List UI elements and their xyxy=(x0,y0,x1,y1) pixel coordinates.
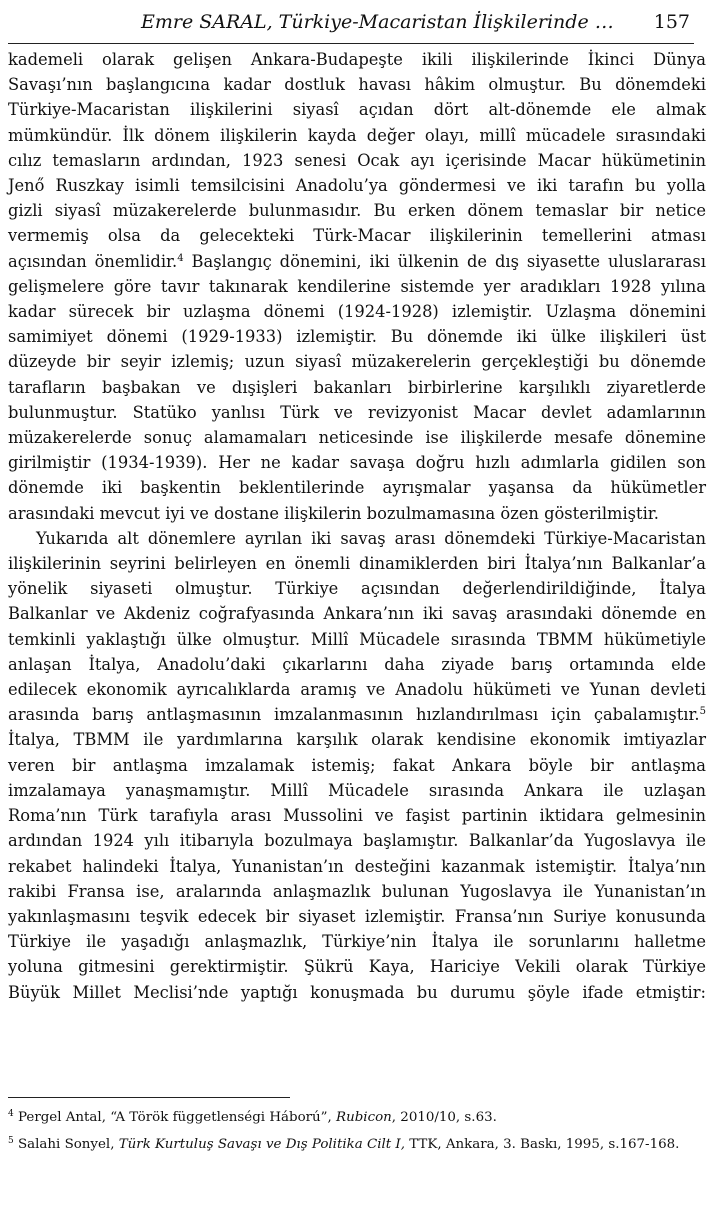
text-line: arasındaki mevcut iyi ve dostane ilişkilerin bozulmamasına özen gösterilmiştir. xyxy=(8,503,659,523)
text-line: kadar sürecek bir uzlaşma dönemi (1924-1928) izlemiştir. Uzlaşma dönemini xyxy=(8,302,706,322)
footnotes xyxy=(8,1104,706,1158)
text-line: Türkiye-Macaristan ilişkilerini siyasî açıdan dört alt-dönemde ele almak xyxy=(8,100,706,120)
text-line: dönemde iki başkentin beklentilerinde ayrışmalar yaşansa da hükümetler xyxy=(8,478,706,498)
text-line: ardından 1924 yılı itibarıyla bozulmaya başlamıştır. Balkanlar’da Yugoslavya ile xyxy=(8,831,706,851)
text-line: gelişmelere göre tavır takınarak kendilerine sistemde yer aradıkları 1928 yılına xyxy=(8,276,706,296)
text-line: vermemiş olsa da gelecekteki Türk-Macar ilişkilerinin temellerini atması xyxy=(8,226,706,246)
text-line: Roma’nın Türk tarafıyla arası Mussolini ve faşist partinin iktidara gelmesinin xyxy=(8,806,706,826)
footnote-text: Salahi Sonyel, xyxy=(13,1137,119,1152)
footnote-number: 4 xyxy=(8,1109,14,1119)
footnote-text: Pergel Antal, “A Török függetlenségi Háború”, xyxy=(13,1110,337,1125)
text-segment: arasında barış antlaşmasının imzalanmasının hızlandırılması için çabalamıştır. xyxy=(8,705,700,725)
footnote-divider xyxy=(8,1097,290,1098)
running-header xyxy=(8,0,694,44)
text-line: rakibi Fransa ise, aralarında anlaşmazlık bulunan Yugoslavya ile Yunanistan’ın xyxy=(8,881,706,901)
text-line: yakınlaşmasını teşvik edecek bir siyaset izlemiştir. Fransa’nın Suriye konusunda xyxy=(8,906,706,926)
text-line: bulunmuştur. Statüko yanlısı Türk ve revizyonist Macar devlet adamlarının xyxy=(8,402,706,422)
running-title: Emre SARAL, Türkiye-Macaristan İlişkilerinde … xyxy=(140,10,614,33)
footnote-5 xyxy=(8,1131,706,1158)
text-line: rekabet halindeki İtalya, Yunanistan’ın desteğini kazanmak istemiştir. İtalya’nın xyxy=(8,856,706,876)
text-line xyxy=(8,249,706,274)
text-line: veren bir antlaşma imzalamak istemiş; fakat Ankara böyle bir antlaşma xyxy=(8,755,706,775)
text-line: Balkanlar ve Akdeniz coğrafyasında Ankara’nın iki savaş arasındaki dönemde en xyxy=(8,604,706,624)
text-line: temkinli yaklaştığı ülke olmuştur. Millî Mücadele sırasında TBMM hükümetiyle xyxy=(8,629,706,649)
text-segment: Başlangıç dönemini, iki ülkenin de dış siyasette uluslararası xyxy=(183,251,706,271)
text-line: samimiyet dönemi (1929-1933) izlemiştir. Bu dönemde iki ülke ilişkileri üst xyxy=(8,327,706,347)
text-line: imzalamaya yanaşmamıştır. Millî Mücadele sırasında Ankara ile uzlaşan xyxy=(8,780,706,800)
text-line: Jenő Ruszkay isimli temsilcisini Anadolu’ya göndermesi ve iki tarafın bu yolla xyxy=(8,176,706,196)
text-line: mümkündür. İlk dönem ilişkilerin kayda değer olayı, millî mücadele sırasındaki xyxy=(8,125,706,145)
footnote-text: , 2010/10, s.63. xyxy=(391,1110,497,1125)
page-number: 157 xyxy=(653,10,690,33)
text-line: tarafların başbakan ve dışişleri bakanları birbirlerine karşılıklı ziyaretlerde xyxy=(8,377,706,397)
footnote-ref-5[interactable]: 5 xyxy=(699,706,706,718)
text-segment: açısından önemlidir. xyxy=(8,251,178,271)
text-line: Savaşı’nın başlangıcına kadar dostluk havası hâkim olmuştur. Bu dönemdeki xyxy=(8,75,706,95)
text-line: Büyük Millet Meclisi’nde yaptığı konuşmada bu durumu şöyle ifade etmiştir: xyxy=(8,982,706,1002)
text-line: yoluna gitmesini gerektirmiştir. Şükrü Kaya, Hariciye Vekili olarak Türkiye xyxy=(8,957,706,977)
footnote-number: 5 xyxy=(8,1136,14,1146)
text-line: anlaşan İtalya, Anadolu’daki çıkarlarını daha ziyade barış ortamında elde xyxy=(8,654,706,674)
text-line: kademeli olarak gelişen Ankara-Budapeşte ikili ilişkilerinde İkinci Dünya xyxy=(8,50,706,69)
main-text xyxy=(8,47,706,1005)
text-line xyxy=(8,702,706,727)
footnote-source-title: Türk Kurtuluş Savaşı ve Dış Politika Cilt I, xyxy=(118,1137,405,1152)
footnote-ref-4[interactable]: 4 xyxy=(177,252,184,264)
footnote-source-title: Rubicon xyxy=(336,1110,392,1125)
text-line: müzakerelerde sonuç alamamaları neticesinde ise ilişkilerde mesafe dönemine xyxy=(8,428,706,448)
text-line: Türkiye ile yaşadığı anlaşmazlık, Türkiye’nin İtalya ile sorunlarını halletme xyxy=(8,932,706,952)
text-line: Yukarıda alt dönemlere ayrılan iki savaş arası dönemdeki Türkiye-Macaristan xyxy=(36,528,706,548)
text-line: edilecek ekonomik ayrıcalıklarda aramış ve Anadolu hükümeti ve Yunan devleti xyxy=(8,680,706,700)
text-line: İtalya, TBMM ile yardımlarına karşılık olarak kendisine ekonomik imtiyazlar xyxy=(8,730,706,750)
text-line: gizli siyasî müzakerelerde bulunmasıdır. Bu erken dönem temaslar bir netice xyxy=(8,201,706,221)
footnote-4 xyxy=(8,1104,706,1131)
text-line: girilmiştir (1934-1939). Her ne kadar savaşa doğru hızlı adımlarla gidilen son xyxy=(8,453,706,473)
footnote-text: TTK, Ankara, 3. Baskı, 1995, s.167-168. xyxy=(404,1137,680,1152)
text-line: yönelik siyaseti olmuştur. Türkiye açısından değerlendirildiğinde, İtalya xyxy=(8,579,706,599)
text-line: cılız temasların ardından, 1923 senesi Ocak ayı içerisinde Macar hükümetinin xyxy=(8,150,706,170)
text-line: ilişkilerinin seyrini belirleyen en önemli dinamiklerden biri İtalya’nın Balkanlar’a xyxy=(8,554,706,574)
text-line: düzeyde bir seyir izlemiş; uzun siyasî müzakerelerin gerçekleştiği bu dönemde xyxy=(8,352,706,372)
